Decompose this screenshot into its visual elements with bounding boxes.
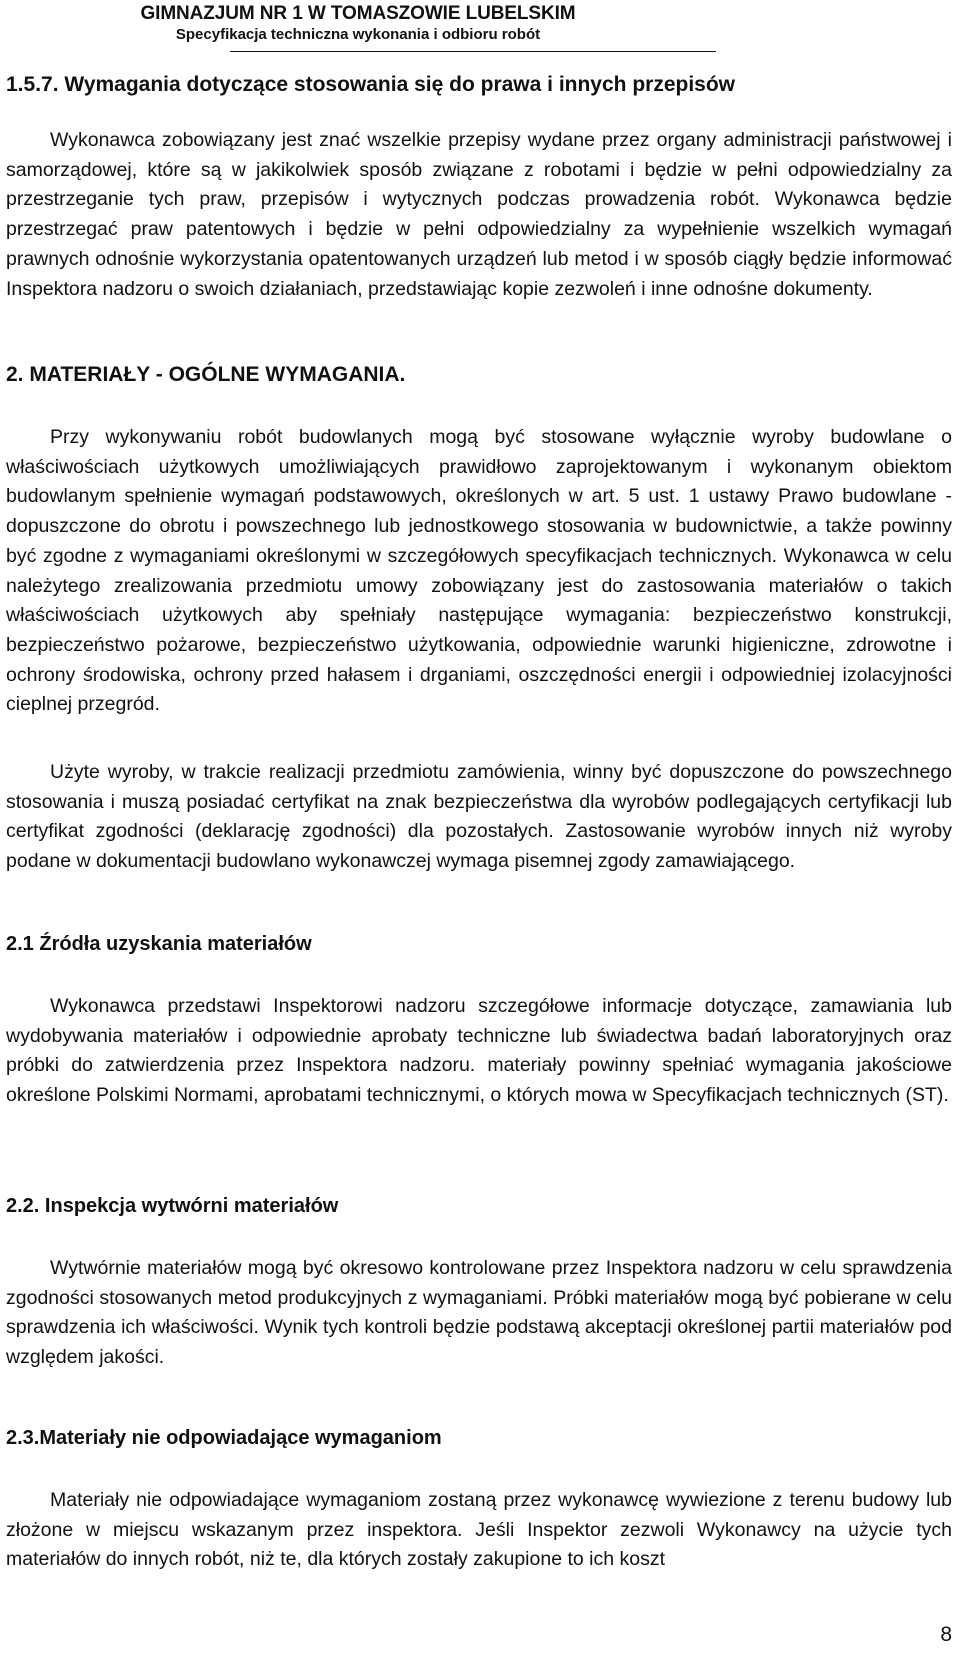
header-title: GIMNAZJUM NR 1 W TOMASZOWIE LUBELSKIM xyxy=(140,3,576,24)
paragraph-materials-general: Przy wykonywaniu robót budowlanych mogą być stosowane wyłącznie wyroby budowlane o właściwościach użytkowych umożliwiających prawidłowo zaprojektowanym i wykonanym obiektom budowlanym spełnienie wymagań podstawowych, określonych w art. 5 ust. 1 ustawy Prawo budowlane - dopuszczone do obrotu i powszechnego lub jednostkowego stosowania w budownictwie, a także powinny być zgodne z wymaganiami określonymi w szczegółowych specyfikacjach technicznych. Wykonawca w celu należytego zrealizowania przedmiotu umowy zobowiązany jest do zastosowania materiałów o takich właściwościach użytkowych aby spełniały następujące wymagania: bezpieczeństwo konstrukcji, bezpieczeństwo pożarowe, bezpieczeństwo użytkowania, odpowiednie warunki higieniczne, zdrowotne i ochrony środowiska, ochrony przed hałasem i drganiami, oszczędności energii i odpowiedniej izolacyjności cieplnej przegród. xyxy=(6,426,952,716)
page-header xyxy=(0,0,716,44)
section-heading-1-5-7: 1.5.7. Wymagania dotyczące stosowania się do prawa i innych przepisów xyxy=(6,73,736,96)
paragraph-factory-inspection: Wytwórnie materiałów mogą być okresowo kontrolowane przez Inspektora nadzoru w celu sprawdzenia zgodności stosowanych metod produkcyjnych z wymaganiami. Próbki materiałów mogą być pobierane w celu sprawdzenia ich właściwości. Wynik tych kontroli będzie podstawą akceptacji określonej partii materiałów pod względem jakości. xyxy=(6,1257,952,1369)
paragraph-legal-requirements: Wykonawca zobowiązany jest znać wszelkie przepisy wydane przez organy administracji państwowej i samorządowej, które są w jakikolwiek sposób związane z robotami i będzie w pełni odpowiedzialny za przestrzeganie tych praw, przepisów i wytycznych podczas prowadzenia robót. Wykonawca będzie przestrzegać praw patentowych i będzie w pełni odpowiedzialny za wypełnienie wszelkich wymagań prawnych odnośnie wykorzystania opatentowanych urządzeń lub metod i w sposób ciągły będzie informować Inspektora nadzoru o swoich działaniach, przedstawiając kopie zezwoleń i inne odnośne dokumenty. xyxy=(6,129,952,300)
header-divider xyxy=(230,51,716,52)
section-heading-2: 2. MATERIAŁY - OGÓLNE WYMAGANIA. xyxy=(6,363,406,386)
paragraph-products-used: Użyte wyroby, w trakcie realizacji przedmiotu zamówienia, winny być dopuszczone do powszechnego stosowania i muszą posiadać certyfikat na znak bezpieczeństwa dla wyrobów podlegających certyfikacji lub certyfikat zgodności (deklarację zgodności) dla pozostałych. Zastosowanie wyrobów innych niż wyroby podane w dokumentacji budowlano wykonawczej wymaga pisemnej zgody zamawiającego. xyxy=(6,761,952,873)
section-heading-2-2: 2.2. Inspekcja wytwórni materiałów xyxy=(6,1195,339,1217)
section-heading-2-1: 2.1 Źródła uzyskania materiałów xyxy=(6,933,312,955)
page-number: 8 xyxy=(940,1623,952,1646)
paragraph-material-sources: Wykonawca przedstawi Inspektorowi nadzoru szczegółowe informacje dotyczące, zamawiania lub wydobywania materiałów i odpowiednie aprobaty techniczne lub świadectwa badań laboratoryjnych oraz próbki do zatwierdzenia przez Inspektora nadzoru. materiały powinny spełniać wymagania jakościowe określone Polskimi Normami, aprobatami technicznymi, o których mowa w Specyfikacjach technicznych (ST). xyxy=(6,995,952,1107)
header-subtitle: Specyfikacja techniczna wykonania i odbioru robót xyxy=(175,26,541,43)
paragraph-nonconforming-materials: Materiały nie odpowiadające wymaganiom zostaną przez wykonawcę wywiezione z terenu budowy lub złożone w miejscu wskazanym przez inspektora. Jeśli Inspektor zezwoli Wykonawcy na użycie tych materiałów do innych robót, niż te, dla których zostały zakupione to ich koszt xyxy=(6,1489,952,1571)
section-heading-2-3: 2.3.Materiały nie odpowiadające wymaganiom xyxy=(6,1427,442,1449)
